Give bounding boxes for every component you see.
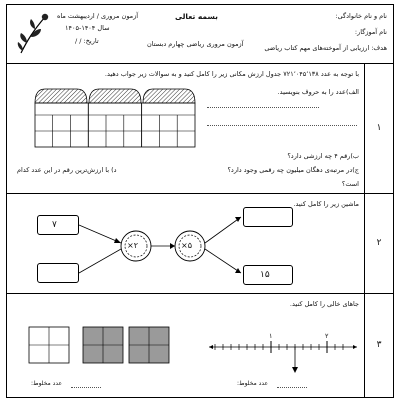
mixed-number-label-right: عدد مخلوط: — [237, 380, 269, 387]
machine-op-2: ×۵ — [181, 241, 192, 250]
question-number-col — [364, 63, 393, 193]
output-box-bottom[interactable] — [243, 265, 293, 285]
basmala: بسمه تعالی — [175, 12, 218, 21]
exam-header — [7, 5, 393, 64]
q1-part-d: د) با ارزش‌ترین رقم در این عدد کدام — [17, 166, 117, 174]
teacher-label: نام آموزگار: — [354, 28, 387, 36]
place-value-group-2 — [89, 89, 141, 103]
fraction-rectangles — [29, 327, 179, 367]
machine-op-1: ×۲ — [127, 241, 138, 250]
number-line-tick-2: ۲ — [325, 332, 329, 340]
q1-part-c: ج)در مرتبه‌ی دهگان میلیون چه رقمی وجود دارد؟ — [227, 166, 359, 174]
q1-part-b: ب)رقم ۴ چه ارزشی دارد؟ — [287, 152, 359, 160]
q1-intro: با توجه به عدد ۷۲۱٬۰۴۵٬۱۳۸ جدول ارزش مکانی زیر را کامل کنید و به سوالات زیر جواب دهید. — [104, 70, 359, 78]
exam-subtitle: آزمون مروری ریاضی چهارم دبستان — [147, 40, 244, 48]
name-label: نام و نام خانوادگی: — [335, 12, 387, 20]
question-number-col — [364, 193, 393, 293]
exam-date: تاریخ: / / — [75, 37, 99, 45]
input-value: ۷ — [52, 220, 57, 230]
answer-line-a1[interactable] — [207, 107, 319, 108]
exam-page — [6, 4, 394, 398]
number-line — [209, 333, 359, 383]
number-line-tick-1: ۱ — [269, 332, 273, 340]
q1-part-a: الف)عدد را به حروف بنویسید. — [277, 88, 359, 96]
mixed-number-label-left: عدد مخلوط: — [31, 380, 63, 387]
question-number-col — [364, 293, 393, 397]
question-3 — [7, 293, 393, 397]
exam-year: سال ۱۴۰۴-۱۴۰۵ — [65, 24, 110, 32]
mixed-number-answer-right[interactable] — [277, 387, 307, 388]
question-2 — [7, 193, 393, 294]
output-value: ۱۵ — [260, 270, 270, 280]
question-1 — [7, 63, 393, 194]
output-box-top[interactable] — [243, 207, 293, 227]
q3-title: جاهای خالی را کامل کنید. — [289, 300, 359, 308]
q2-title: ماشین زیر را کامل کنید. — [293, 200, 359, 208]
flower-logo-icon — [15, 11, 51, 57]
exam-left-title: آزمون مروری / اردیبهشت ماه — [57, 12, 139, 20]
question-number: ۳ — [376, 340, 382, 350]
answer-line-a2[interactable] — [207, 125, 357, 126]
q1-part-d-cont: است؟ — [341, 180, 359, 188]
mixed-number-answer-left[interactable] — [71, 387, 101, 388]
place-value-group-3 — [143, 89, 195, 103]
exam-goal: هدف: ارزیابی از آموخته‌های مهم کتاب ریاضی — [264, 44, 387, 52]
question-number: ۲ — [376, 238, 382, 248]
input-box-bottom[interactable] — [37, 263, 79, 283]
question-number: ۱ — [376, 123, 382, 133]
input-box-top[interactable] — [37, 215, 79, 235]
place-value-group-1 — [35, 89, 87, 103]
